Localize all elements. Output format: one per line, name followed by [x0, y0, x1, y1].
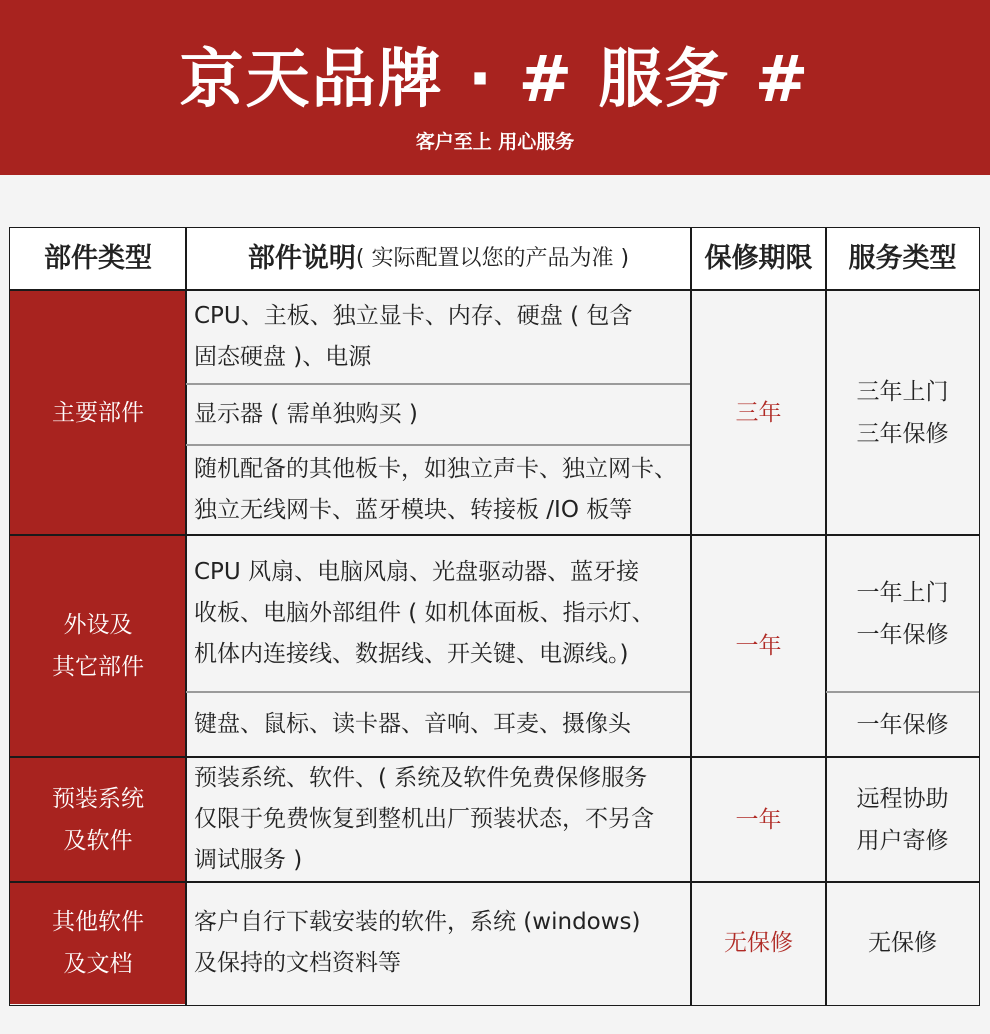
header-warranty: 保修期限: [691, 228, 826, 290]
category-line: 主要部件: [52, 399, 144, 426]
service-line: 三年保修: [856, 420, 949, 447]
service-cell: [826, 882, 979, 1004]
description-cell: [186, 882, 691, 1004]
row-divider: [10, 534, 979, 536]
description-cell: [186, 535, 691, 692]
category-line: 预装系统: [52, 785, 144, 812]
service-line: 用户寄修: [856, 827, 949, 854]
header-part-desc-label: 部件说明: [247, 243, 356, 274]
description-line: 预装系统、软件、( 系统及软件免费保修服务: [194, 765, 648, 791]
description-line: 固态硬盘 )、电源: [194, 344, 372, 370]
description-cell: [186, 445, 691, 535]
service-table: [9, 227, 980, 1006]
description-line: 随机配备的其他板卡，如独立声卡、独立网卡、: [194, 456, 677, 482]
category-cell: [10, 535, 186, 757]
row-divider: [10, 756, 979, 758]
warranty-cell: 一年: [735, 633, 782, 659]
warranty-cell: 无保修: [724, 930, 793, 956]
category-line: 及软件: [63, 827, 133, 854]
header-part-desc: [186, 228, 691, 290]
category-line: 外设及: [63, 612, 133, 638]
description-line: 机体内连接线、数据线、开关键、电源线。): [194, 641, 629, 667]
row-divider: [10, 881, 979, 883]
description-line: 调试服务 ): [194, 847, 303, 873]
description-cell: [186, 384, 691, 445]
description-cell: [186, 757, 691, 882]
column-divider: [825, 228, 827, 1005]
description-line: 及保持的文档资料等: [194, 950, 401, 976]
service-line: 一年上门: [856, 579, 949, 606]
service-cell: 一年保修: [856, 711, 949, 738]
description-cell: [186, 290, 691, 384]
header-banner: [0, 0, 990, 175]
warranty-cell: 一年: [735, 806, 782, 833]
description-line: CPU 风扇、电脑风扇、光盘驱动器、蓝牙接: [194, 559, 640, 585]
row-divider: [10, 289, 979, 291]
category-cell: [10, 290, 186, 535]
description-line: 显示器 ( 需单独购买 ): [194, 401, 418, 427]
header-part-desc-note: ( 实际配置以您的产品为准 ): [355, 246, 630, 271]
service-cell: [826, 535, 979, 692]
description-line: 独立无线网卡、蓝牙模块、转接板 /IO 板等: [194, 497, 633, 523]
sub-row-divider: [186, 444, 690, 446]
service-cell: [826, 290, 979, 535]
column-divider: [185, 228, 187, 1005]
sub-row-divider: [826, 691, 979, 693]
service-line: 无保修: [868, 930, 937, 956]
description-cell: [186, 692, 691, 757]
sub-row-divider: [186, 691, 690, 693]
header-service: 服务类型: [826, 228, 979, 290]
header-part-type: 部件类型: [10, 228, 186, 290]
service-line: 远程协助: [856, 785, 949, 812]
page-subtitle: 客户至上 用心服务: [415, 131, 575, 153]
category-cell: [10, 882, 186, 1004]
page-title: 京天品牌 · # 服务 #: [179, 43, 811, 117]
description-line: 收板、电脑外部组件 ( 如机体面板、指示灯、: [194, 600, 655, 626]
sub-row-divider: [186, 383, 690, 385]
service-line: 一年保修: [856, 621, 949, 648]
description-line: 键盘、鼠标、读卡器、音响、耳麦、摄像头: [194, 711, 631, 737]
category-line: 及文档: [63, 951, 133, 977]
description-line: 仅限于免费恢复到整机出厂预装状态，不另含: [194, 806, 654, 832]
category-cell: [10, 757, 186, 882]
service-cell: [826, 757, 979, 882]
description-line: CPU、主板、独立显卡、内存、硬盘 ( 包含: [194, 303, 633, 329]
category-line: 其他软件: [52, 909, 144, 935]
warranty-cell: 三年: [735, 399, 782, 426]
description-line: 客户自行下载安装的软件，系统 (windows): [194, 909, 641, 935]
category-line: 其它部件: [52, 654, 144, 680]
column-divider: [690, 228, 692, 1005]
service-line: 三年上门: [856, 378, 949, 405]
